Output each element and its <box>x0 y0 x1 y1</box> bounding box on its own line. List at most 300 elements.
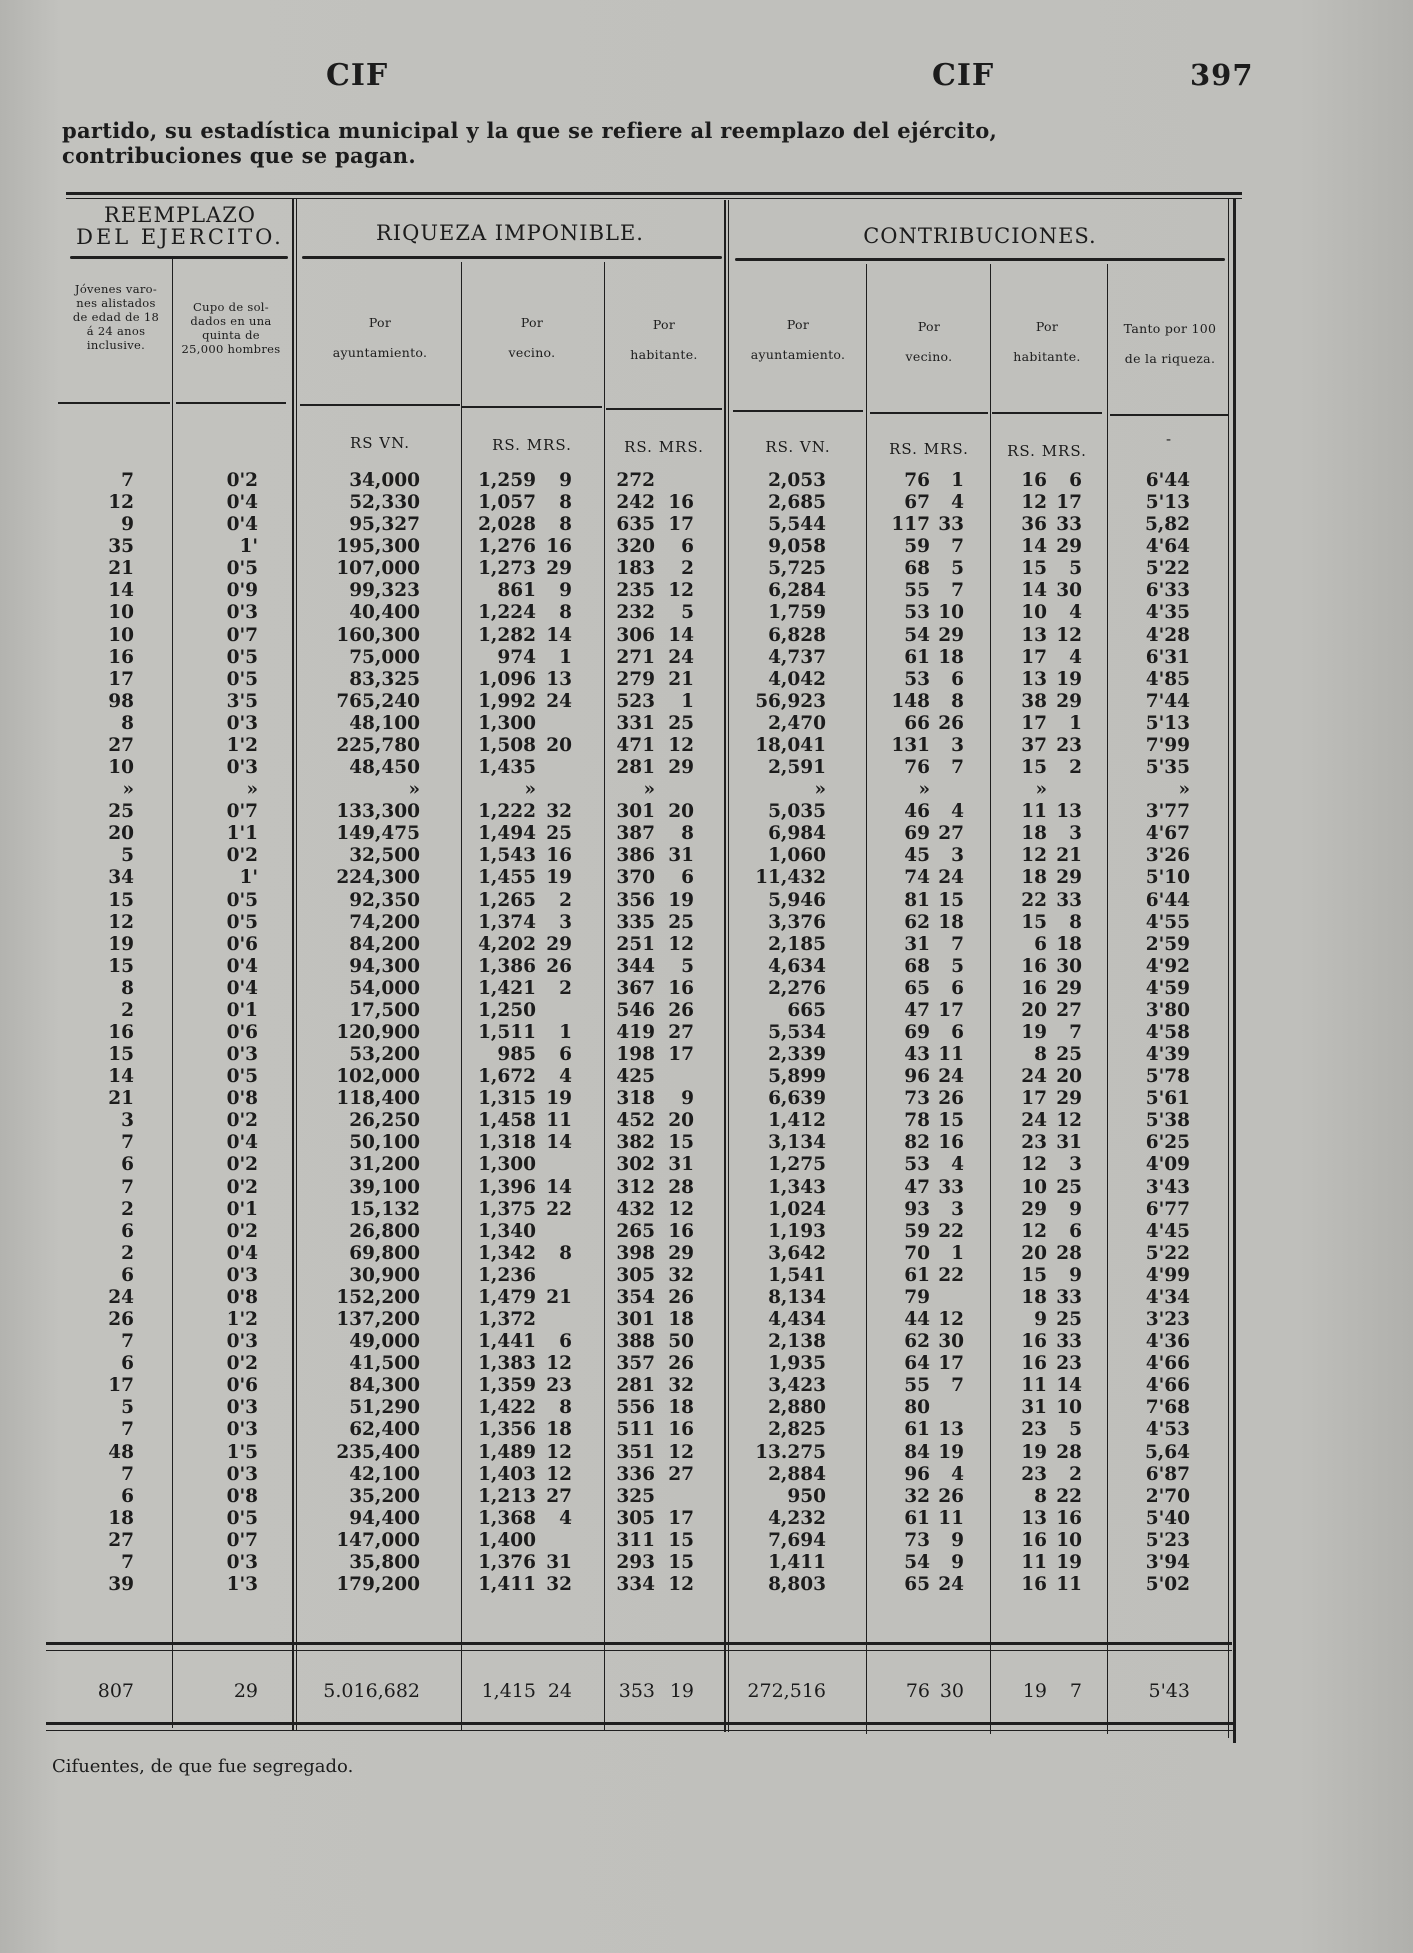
table-cell: 98 <box>108 690 134 712</box>
totals-cell: 19 <box>1022 1680 1047 1702</box>
table-cell: 3'5 <box>226 690 258 712</box>
totals-cell: 30 <box>939 1680 964 1702</box>
table-cell: 4'99 <box>1145 1264 1190 1286</box>
table-cell: 452 <box>616 1110 655 1132</box>
table-cell: 4'09 <box>1145 1154 1190 1176</box>
table-cell: 2,276 <box>768 977 826 999</box>
table-cell: 31 <box>668 1154 694 1176</box>
table-cell: » <box>122 779 134 801</box>
table-cell: 1,372 <box>478 1309 536 1331</box>
table-cell: 15 <box>1021 911 1047 933</box>
table-cell: 14 <box>546 1132 572 1154</box>
col-header-line: Por <box>368 315 392 330</box>
table-cell: 1,342 <box>478 1242 536 1264</box>
table-cell: 6 <box>951 668 964 690</box>
table-cell: 386 <box>616 845 655 867</box>
table-cell: 69 <box>904 1022 930 1043</box>
table-cell: 1 <box>681 690 694 712</box>
table-cell: 6 <box>951 1022 964 1043</box>
table-cell: 1,412 <box>768 1110 826 1132</box>
table-cell: 82 <box>904 1132 930 1154</box>
header-rule-9 <box>1110 414 1228 416</box>
table-cell: 6 <box>121 1154 134 1176</box>
table-cell: 5'78 <box>1145 1066 1190 1088</box>
table-cell: 5'38 <box>1145 1110 1190 1132</box>
group-riqueza: RIQUEZA IMPONIBLE. <box>376 221 644 245</box>
table-cell: 11 <box>1021 1375 1047 1397</box>
table-cell: 1,541 <box>768 1264 826 1286</box>
table-cell: 1'1 <box>226 823 258 845</box>
table-cell: 16 <box>668 1220 694 1242</box>
table-cell: 8 <box>559 492 572 514</box>
col-header-line: ayuntamiento. <box>750 347 846 362</box>
table-cell: 39,100 <box>349 1176 420 1198</box>
table-cell: 5,64 <box>1144 1441 1190 1463</box>
table-cell: 34 <box>108 867 134 889</box>
table-cell: 69,800 <box>349 1242 420 1264</box>
table-cell: 18 <box>1021 823 1047 845</box>
table-cell: 6'87 <box>1145 1463 1190 1485</box>
table-cell: 12 <box>1021 845 1047 867</box>
col-header-line: habitante. <box>630 347 698 362</box>
table-cell: 1,315 <box>478 1088 536 1110</box>
table-cell: 6 <box>951 977 964 999</box>
table-cell: 27 <box>108 1529 134 1551</box>
table-cell: 224,300 <box>336 867 420 889</box>
table-cell: 16 <box>1021 1331 1047 1353</box>
table-cell: 1,455 <box>478 867 536 889</box>
table-cell: 6,284 <box>768 580 826 602</box>
table-cell: 64 <box>904 1353 930 1375</box>
table-cell: 56,923 <box>755 690 826 712</box>
table-cell: 356 <box>616 889 655 911</box>
table-cell: 8 <box>1034 1044 1047 1066</box>
group-reemplazo <box>60 204 300 248</box>
table-cell: 5'40 <box>1145 1507 1190 1529</box>
col-header-line: dados en una <box>190 314 272 328</box>
table-cell: 23 <box>1021 1419 1047 1441</box>
table-cell: 131 <box>891 734 930 756</box>
table-cell: 62,400 <box>349 1419 420 1441</box>
table-row <box>0 1375 1413 1397</box>
table-cell: 66 <box>904 712 930 734</box>
table-cell: 18 <box>668 1397 694 1419</box>
table-cell: 9 <box>559 470 572 491</box>
table-cell: 120,900 <box>336 1022 420 1043</box>
table-row <box>0 647 1413 669</box>
col-header-riqueza-ayuntamiento <box>300 308 460 368</box>
table-row <box>0 514 1413 536</box>
table-cell: 18 <box>938 646 964 668</box>
table-cell: 54 <box>904 1551 930 1573</box>
table-cell: 2 <box>121 1198 134 1220</box>
table-cell: 1'2 <box>226 1309 258 1331</box>
header-rule-5 <box>606 408 722 410</box>
table-cell: 0'1 <box>226 999 258 1021</box>
table-cell: 30 <box>1056 955 1082 977</box>
table-cell: 6 <box>121 1220 134 1242</box>
table-cell: 0'6 <box>226 1375 258 1397</box>
table-row <box>0 1442 1413 1464</box>
col-header-line: vecino. <box>508 345 556 360</box>
col-header-contrib-habitante <box>992 312 1102 372</box>
table-cell: 0'4 <box>226 514 258 536</box>
table-top-rule-thin <box>66 198 1242 199</box>
table-cell: 3,642 <box>768 1242 826 1264</box>
table-cell: 1' <box>239 536 258 558</box>
col-header-line: de edad de 18 <box>72 310 160 324</box>
table-cell: 10 <box>108 602 134 624</box>
header-rule-3 <box>300 404 460 406</box>
table-cell: 99,323 <box>349 580 420 602</box>
table-row <box>0 536 1413 558</box>
table-cell: 8 <box>559 1242 572 1264</box>
table-cell: 9 <box>681 1088 694 1110</box>
table-cell: 28 <box>1056 1441 1082 1463</box>
table-cell: 69 <box>904 823 930 845</box>
table-cell: 4'58 <box>1145 1022 1190 1043</box>
table-cell: 102,000 <box>336 1066 420 1088</box>
table-cell: 7 <box>951 580 964 602</box>
table-cell: 94,300 <box>349 955 420 977</box>
table-cell: 149,475 <box>336 823 420 845</box>
table-cell: 11 <box>1021 1551 1047 1573</box>
table-cell: 43 <box>904 1044 930 1066</box>
unit-riqueza-vecino: RS. MRS. <box>492 436 572 454</box>
table-cell: 0'2 <box>226 1110 258 1132</box>
table-cell: 0'2 <box>226 845 258 867</box>
table-cell: 96 <box>904 1463 930 1485</box>
table-cell: 48,100 <box>349 712 420 734</box>
table-cell: 7 <box>121 1551 134 1573</box>
table-cell: 3'94 <box>1145 1551 1190 1573</box>
table-cell: 20 <box>1021 999 1047 1021</box>
totals-cell: 5.016,682 <box>323 1680 420 1702</box>
table-cell: 46 <box>904 801 930 823</box>
table-cell: 10 <box>1056 1529 1082 1551</box>
table-cell: 5,725 <box>768 558 826 580</box>
table-cell: 13 <box>1021 668 1047 690</box>
table-cell: 5'13 <box>1145 492 1190 514</box>
table-cell: 8 <box>559 514 572 536</box>
table-row <box>0 845 1413 867</box>
table-cell: 1,421 <box>478 977 536 999</box>
table-cell: 10 <box>938 602 964 624</box>
table-cell: 4'67 <box>1145 823 1190 845</box>
table-cell: 4 <box>559 1507 572 1529</box>
totals-row <box>0 1680 1413 1706</box>
table-cell: 18 <box>938 911 964 933</box>
table-cell: 10 <box>1056 1397 1082 1419</box>
totals-top-rule-thin <box>46 1650 1232 1651</box>
table-cell: 118,400 <box>336 1088 420 1110</box>
totals-cell: 24 <box>547 1680 572 1702</box>
table-cell: 22 <box>1021 889 1047 911</box>
table-cell: 5 <box>951 955 964 977</box>
unit-contrib-ayuntamiento: RS. VN. <box>765 438 831 456</box>
table-cell: 12 <box>1021 492 1047 514</box>
table-cell: 265 <box>616 1220 655 1242</box>
table-cell: 1,259 <box>478 470 536 491</box>
table-cell: 0'5 <box>226 1066 258 1088</box>
table-cell: 78 <box>904 1110 930 1132</box>
table-cell: 1'5 <box>226 1441 258 1463</box>
table-cell: 17 <box>108 1375 134 1397</box>
table-cell: 20 <box>546 734 572 756</box>
table-cell: 73 <box>904 1088 930 1110</box>
totals-cell: 1,415 <box>481 1680 536 1702</box>
table-row <box>0 1574 1413 1596</box>
table-cell: 242 <box>616 492 655 514</box>
table-cell: 29 <box>1056 536 1082 558</box>
table-cell: 0'3 <box>226 1463 258 1485</box>
table-cell: 19 <box>668 889 694 911</box>
table-cell: 6 <box>1034 933 1047 955</box>
table-cell: 7 <box>951 757 964 779</box>
intro-text <box>62 118 997 168</box>
table-cell: 59 <box>904 1220 930 1242</box>
table-row <box>0 713 1413 735</box>
table-cell: 18 <box>1021 867 1047 889</box>
table-cell: 49,000 <box>349 1331 420 1353</box>
table-cell: 1,273 <box>478 558 536 580</box>
table-cell: 45 <box>904 845 930 867</box>
table-cell: 5'22 <box>1145 558 1190 580</box>
table-cell: 16 <box>1021 1353 1047 1375</box>
table-cell: 19 <box>1021 1441 1047 1463</box>
table-row <box>0 890 1413 912</box>
table-cell: 301 <box>616 1309 655 1331</box>
table-cell: 1,368 <box>478 1507 536 1529</box>
table-cell: 50,100 <box>349 1132 420 1154</box>
table-cell: 0'4 <box>226 977 258 999</box>
table-cell: 14 <box>546 1176 572 1198</box>
table-cell: 281 <box>616 1375 655 1397</box>
table-cell: 2 <box>559 889 572 911</box>
col-header-contrib-vecino <box>870 312 988 372</box>
table-cell: 8 <box>1034 1485 1047 1507</box>
table-cell: 6 <box>121 1264 134 1286</box>
col-header-tanto-por-ciento <box>1110 314 1230 374</box>
col-header-line: Cupo de sol- <box>193 300 269 314</box>
table-cell: 0'4 <box>226 492 258 514</box>
table-cell: 2 <box>1069 757 1082 779</box>
intro-line-1: partido, su estadística municipal y la que se refiere al reemplazo del ejército, <box>62 118 998 143</box>
table-cell: 6 <box>681 867 694 889</box>
table-cell: 16 <box>546 845 572 867</box>
table-cell: 65 <box>904 977 930 999</box>
table-row <box>0 1022 1413 1044</box>
table-cell: 14 <box>668 624 694 646</box>
running-header-left: CIF <box>326 58 389 93</box>
table-row <box>0 1154 1413 1176</box>
col-header-line: Tanto por 100 <box>1123 321 1217 336</box>
table-cell: 0'2 <box>226 1353 258 1375</box>
table-cell: 1,275 <box>768 1154 826 1176</box>
table-cell: 0'4 <box>226 1242 258 1264</box>
table-cell: 387 <box>616 823 655 845</box>
table-cell: 0'6 <box>226 1022 258 1043</box>
table-cell: 7 <box>121 1463 134 1485</box>
col-header-line: quinta de <box>202 328 260 342</box>
table-cell: 17 <box>1021 1088 1047 1110</box>
table-row <box>0 1530 1413 1552</box>
table-cell: 24 <box>938 1066 964 1088</box>
table-cell: 8 <box>681 823 694 845</box>
table-cell: 70 <box>904 1242 930 1264</box>
table-cell: 10 <box>1021 1176 1047 1198</box>
table-row <box>0 735 1413 757</box>
table-cell: 8 <box>559 1397 572 1419</box>
table-cell: 15 <box>668 1529 694 1551</box>
table-cell: 23 <box>1021 1463 1047 1485</box>
header-rule-6 <box>733 410 863 412</box>
table-cell: 985 <box>497 1044 536 1066</box>
table-cell: 1,411 <box>478 1574 536 1595</box>
table-cell: 1,193 <box>768 1220 826 1242</box>
table-cell: 8,134 <box>768 1286 826 1308</box>
table-cell: 5,035 <box>768 801 826 823</box>
table-cell: 26,800 <box>349 1220 420 1242</box>
table-cell: 0'4 <box>226 1132 258 1154</box>
table-cell: 318 <box>616 1088 655 1110</box>
table-cell: » <box>408 779 420 801</box>
table-cell: 28 <box>1056 1242 1082 1264</box>
table-cell: 15 <box>1021 1264 1047 1286</box>
table-cell: 281 <box>616 757 655 779</box>
col-header-contrib-ayuntamiento <box>733 310 863 370</box>
table-cell: 94,400 <box>349 1507 420 1529</box>
table-cell: 7'68 <box>1145 1397 1190 1419</box>
table-cell: 12 <box>546 1353 572 1375</box>
table-cell: 6 <box>559 1331 572 1353</box>
table-cell: 36 <box>1021 514 1047 536</box>
table-cell: 0'3 <box>226 1397 258 1419</box>
table-cell: 0'8 <box>226 1286 258 1308</box>
table-cell: 523 <box>616 690 655 712</box>
table-cell: 0'5 <box>226 668 258 690</box>
table-cell: » <box>814 779 826 801</box>
table-cell: 1,508 <box>478 734 536 756</box>
table-cell: 2,880 <box>768 1397 826 1419</box>
table-cell: 10 <box>108 757 134 779</box>
table-cell: 279 <box>616 668 655 690</box>
table-cell: 73 <box>904 1529 930 1551</box>
table-cell: 6'31 <box>1145 646 1190 668</box>
table-cell: 32 <box>546 801 572 823</box>
table-cell: 2,053 <box>768 470 826 491</box>
table-cell: 0'5 <box>226 646 258 668</box>
table-cell: 23 <box>1056 1353 1082 1375</box>
table-cell: 84,300 <box>349 1375 420 1397</box>
table-cell: 1,935 <box>768 1353 826 1375</box>
col-header-line: inclusive. <box>86 338 146 352</box>
table-cell: 4,232 <box>768 1507 826 1529</box>
table-cell: 2,138 <box>768 1331 826 1353</box>
table-cell: 5 <box>121 1397 134 1419</box>
table-cell: 95,327 <box>349 514 420 536</box>
table-cell: 24 <box>1021 1066 1047 1088</box>
table-cell: 25 <box>546 823 572 845</box>
table-cell: 160,300 <box>336 624 420 646</box>
table-row <box>0 625 1413 647</box>
intro-line-2: contribuciones que se pagan. <box>62 143 416 168</box>
table-row <box>0 1088 1413 1110</box>
reemplazo-brace <box>70 256 288 259</box>
table-cell: 9 <box>1034 1309 1047 1331</box>
table-cell: 1,759 <box>768 602 826 624</box>
table-cell: 79 <box>904 1286 930 1308</box>
table-cell: 1'3 <box>226 1574 258 1595</box>
table-cell: 4,634 <box>768 955 826 977</box>
table-cell: 14 <box>1056 1375 1082 1397</box>
table-cell: 367 <box>616 977 655 999</box>
table-cell: 6'33 <box>1145 580 1190 602</box>
table-row <box>0 1199 1413 1221</box>
table-cell: 0'6 <box>226 933 258 955</box>
table-cell: 16 <box>1056 1507 1082 1529</box>
table-row <box>0 757 1413 779</box>
table-cell: 24 <box>938 867 964 889</box>
table-cell: 35 <box>108 536 134 558</box>
table-cell: 27 <box>108 734 134 756</box>
table-cell: 5,82 <box>1144 514 1190 536</box>
table-cell: 1,096 <box>478 668 536 690</box>
table-cell: 6 <box>121 1485 134 1507</box>
table-cell: 13 <box>1021 1507 1047 1529</box>
table-row <box>0 1177 1413 1199</box>
table-cell: 29 <box>1056 867 1082 889</box>
group-contribuciones: CONTRIBUCIONES. <box>863 224 1097 248</box>
table-cell: 0'3 <box>226 1551 258 1573</box>
table-cell: 16 <box>668 977 694 999</box>
table-cell: 3 <box>559 911 572 933</box>
table-cell: 9 <box>951 1551 964 1573</box>
table-cell: 6,828 <box>768 624 826 646</box>
table-cell: 83,325 <box>349 668 420 690</box>
table-cell: 2,470 <box>768 712 826 734</box>
table-cell: 0'9 <box>226 580 258 602</box>
table-cell: 7 <box>951 933 964 955</box>
table-cell: 12 <box>546 1441 572 1463</box>
table-cell: 29 <box>546 933 572 955</box>
table-cell: 2 <box>681 558 694 580</box>
table-cell: 13.275 <box>755 1441 826 1463</box>
table-row <box>0 470 1413 492</box>
table-row <box>0 1132 1413 1154</box>
table-cell: 2'70 <box>1145 1485 1190 1507</box>
table-cell: 305 <box>616 1507 655 1529</box>
table-cell: 425 <box>616 1066 655 1088</box>
table-cell: 18 <box>1056 933 1082 955</box>
table-row <box>0 934 1413 956</box>
table-cell: 4'28 <box>1145 624 1190 646</box>
table-cell: 4'36 <box>1145 1331 1190 1353</box>
totals-cell: 29 <box>233 1680 258 1702</box>
table-cell: 1,213 <box>478 1485 536 1507</box>
table-cell: 51,290 <box>349 1397 420 1419</box>
table-cell: 765,240 <box>336 690 420 712</box>
table-cell: 4 <box>951 1463 964 1485</box>
table-cell: 0'1 <box>226 1198 258 1220</box>
table-cell: 3'80 <box>1145 999 1190 1021</box>
table-cell: 5,946 <box>768 889 826 911</box>
table-cell: 148 <box>891 690 930 712</box>
table-cell: 33 <box>938 514 964 536</box>
table-cell: 335 <box>616 911 655 933</box>
table-cell: 21 <box>108 558 134 580</box>
table-cell: 4'64 <box>1145 536 1190 558</box>
